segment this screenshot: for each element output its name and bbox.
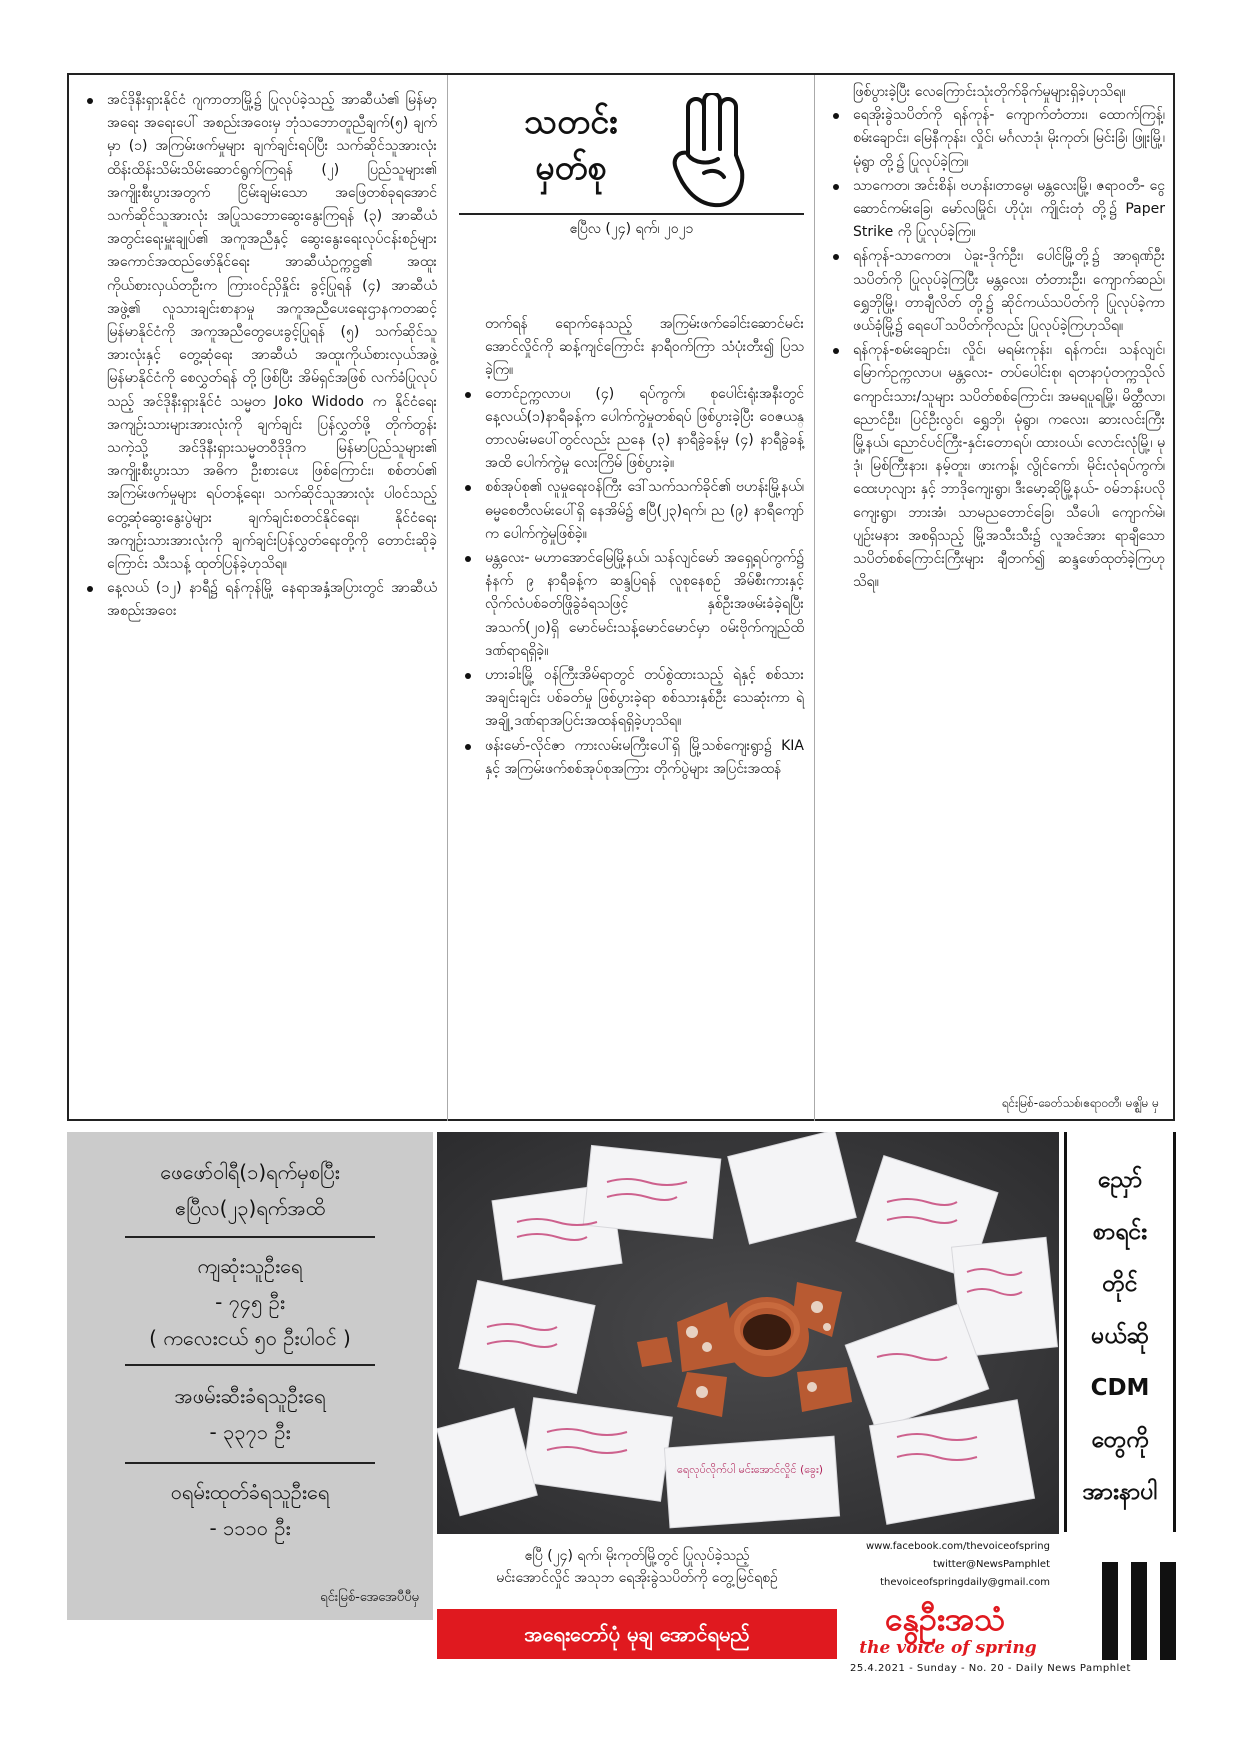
masthead-date: ဧပြီလ (၂၄) ရက်၊ ၂၀၂၁ <box>569 221 694 237</box>
stats-warrant <box>67 1474 433 1546</box>
stats-divider <box>125 1236 375 1238</box>
column-1 <box>81 89 437 625</box>
continued-text: ဖြစ်ပွားခဲ့ပြီး လေကြောင်းသုံးတိုက်ခိုက်မှုများရှိခဲ့ဟုသိရ။ <box>853 84 1126 100</box>
paper-sign-text: ရေလုပ်လိုက်ပါ မင်းအောင်လှိုင် (ခွေး) <box>677 1463 824 1476</box>
masthead <box>459 85 804 285</box>
news-frame <box>67 73 1175 1121</box>
continued-text: တက်ရန် ရောက်နေသည့် အကြမ်းဖက်ခေါင်းဆောင်မင်းအောင်လှိုင်ကို ဆန့်ကျင်ကြောင်း နာရီဝက်ကြာ သံပုံးတီး၍ ပြသခဲ့ကြ။ <box>485 316 804 379</box>
side-slogan-line: တွေကို <box>1091 1427 1149 1453</box>
photo-caption-line: ဧပြီ (၂၄) ရက်၊ မိုးကုတ်မြို့တွင် ပြုလုပ်ခဲ့သည့် <box>524 1548 750 1564</box>
publication-tagline: the voice of spring <box>859 1638 1037 1658</box>
masthead-rule <box>459 213 804 215</box>
stats-divider <box>125 1364 375 1366</box>
stats-period-line: ဖေဖော်ဝါရီ(၁)ရက်မှစပြီး <box>160 1160 340 1184</box>
three-finger-salute-icon <box>664 93 764 211</box>
news-item: စစ်အုပ်စု၏ လူမှုရေးဝန်ကြီး ဒေါ်သက်သက်ခိုင်၏ ဗဟန်းမြို့နယ်၊ ဓမ္မစေတီလမ်းပေါ်ရှိ နေအိမ်၌ ဧပြီ(၂၃)ရက်၊ ည (၉) နာရီကျော်က ပေါက်ကွဲမှုဖြစ်ခဲ့။ <box>459 476 804 546</box>
stats-period <box>67 1154 433 1226</box>
side-slogan-line: မယ်ဆို <box>1091 1323 1149 1349</box>
masthead-title-line: မှတ်စု <box>535 148 607 188</box>
bar-stripe <box>1102 1562 1118 1660</box>
stats-arrested-label: အဖမ်းဆီးခံရသူဦးရေ <box>174 1384 326 1408</box>
side-slogan-line: ညှော် <box>1097 1167 1143 1193</box>
photo-caption-line: မင်းအောင်လှိုင် အသုဘ ရေအိုးခွဲသပိတ်ကို တွေ့မြင်ရစဉ် <box>496 1570 778 1586</box>
protest-photo <box>437 1132 1059 1534</box>
stats-killed <box>67 1248 433 1356</box>
casualty-stats-panel <box>67 1132 433 1620</box>
slogan-banner: အရေးတော်ပုံ မုချ အောင်ရမည် <box>437 1609 837 1659</box>
column-divider <box>447 75 448 1121</box>
side-slogan-line: တိုင် <box>1102 1271 1138 1297</box>
stats-warrant-label: ဝရမ်းထုတ်ခံရသူဦးရေ <box>170 1480 330 1504</box>
email-link[interactable]: thevoiceofspringdaily@gmail.com <box>880 1577 1050 1588</box>
news-item: ဟားခါးမြို့ ဝန်ကြီးအိမ်ရာတွင် တပ်စွဲထားသည့် ရဲနှင့် စစ်သားအချင်းချင်း ပစ်ခတ်မှု ဖြစ်ပွားခဲ့ရာ စစ်သားနှစ်ဦး သေဆုံးကာ ရဲအချို့ ဒဏ်ရာအပြင်းအထန်ရရှိခဲ့ဟုသိရ။ <box>459 664 804 734</box>
news-item: ရန်ကုန်-စမ်းချောင်း၊ လှိုင်၊ မရမ်းကုန်း၊ ရန်ကင်း၊ သန်လျင်၊ မြောက်ဥက္ကလာပ၊ မန္တလေး- တပ်ပေါင်းစု၊ ရတနာပုံတက္ကသိုလ် ကျောင်းသား/သူများ သပိတ်စစ်ကြောင်း၊ အမရပူရမြို့၊ မိတ္ထီလာ၊ ညောင်ဦး၊ ပြင်ဦးလွင်၊ ရွှေဘို၊ မုံရွာ၊ ကလေး၊ ဆားလင်းကြီးမြို့နယ်၊ ညောင်ပင်ကြီး-နှင်းတောရပ်၊ ထားဝယ်၊ လောင်းလုံမြို့၊ မုဒုံ၊ မြစ်ကြီးနား၊ နမ့်တူး၊ ဖားကန့်၊ လွိုင်ကော်၊ မိုင်းလုံရပ်ကွက်၊ ထေးဟုလျား နှင့် ဘာဒိုကျေးရွာ၊ ဒီးမော့ဆိုမြို့နယ်- ဝမ်ဘန်းပလိုကျေးရွာ၊ ဘားအံ၊ သာမညတောင်ခြေ၊ သီပေါ၊ ကျောက်မဲ၊ ပျဉ်းမနား အစရှိသည့် မြို့အသီးသီး၌ လူအင်အား ရာချီသော သပိတ်စစ်ကြောင်းကြီးများ ချီတက်၍ ဆန္ဒဖော်ထုတ်ခဲ့ကြဟု သိရ။ <box>827 339 1165 594</box>
contact-links <box>850 1538 1050 1592</box>
stats-killed-note: ( ကလေးငယ် ၅၀ ဦးပါဝင် ) <box>149 1326 351 1350</box>
column-divider <box>814 75 815 1121</box>
news-item: ရေအိုးခွဲသပိတ်ကို ရန်ကုန်- ကျောက်တံတား၊ ထောက်ကြန့်၊ စမ်းချောင်း၊ မြေနီကုန်း၊ လှိုင်၊ မင်္ဂလာဒုံ၊ မိုးကုတ်၊ မြင်းခြံ၊ ဖြူးမြို့၊ မုံရွာ တို့၌ ပြုလုပ်ခဲ့ကြ။ <box>827 104 1165 174</box>
news-item: သာကေတ၊ အင်းစိန်၊ ဗဟန်း၊တာမွေ၊ မန္တလေးမြို့၊ ဇရာဝတီ- ငွေဆောင်ကမ်းခြေ၊ မော်လမြိုင်၊ ဟိုပုံး၊ ကျိုင်းတုံ တို့၌ Paper Strike ကို ပြုလုပ်ခဲ့ကြ။ <box>827 175 1165 245</box>
publication-logo: နွေဦးအသံ <box>884 1600 1006 1638</box>
stats-source: ရင်းမြစ်-အေအေပီပီမှ <box>320 1590 419 1605</box>
bar-stripe <box>1160 1562 1176 1660</box>
stats-killed-value: - ၇၄၅ ဦး <box>215 1290 285 1314</box>
stats-warrant-value: - ၁၁၁၀ ဦး <box>209 1516 291 1540</box>
news-item: တောင်ဥက္ကလာပ၊ (၄) ရပ်ကွက်၊ စုပေါင်းရုံးအနီးတွင် နေ့လယ်(၁)နာရီခန့်က ပေါက်ကွဲမှုတစ်ရပ် ဖြစ်ပွားခဲ့ပြီး ဝေဇယန္တာလမ်းမပေါ်တွင်လည်း ညနေ (၃) နာရီခွဲခန့်မှ (၄) နာရီခွဲခန့်အထိ ပေါက်ကွဲမှု လေးကြိမ် ဖြစ်ပွားခဲ့။ <box>459 383 804 476</box>
stats-period-line: ဧပြီလ(၂၃)ရက်အထိ <box>174 1196 326 1220</box>
stats-arrested <box>67 1378 433 1450</box>
column-2 <box>459 313 804 782</box>
facebook-link[interactable]: www.facebook.com/thevoiceofspring <box>865 1541 1050 1552</box>
stats-killed-label: ကျဆုံးသူဦးရေ <box>197 1254 303 1278</box>
stats-divider <box>125 1462 375 1464</box>
photo-caption <box>437 1545 837 1589</box>
twitter-link[interactable]: twitter@NewsPamphlet <box>933 1559 1050 1570</box>
news-item: ရန်ကုန်-သာကေတ၊ ပဲခူး-ဒိုက်ဦး၊ ပေါင်မြို့တို့၌ အာရုဏ်ဦးသပိတ်ကို ပြုလုပ်ခဲ့ကြပြီး မန္တလေး၊ တံတားဦး၊ ကျောက်ဆည်၊ ရွှေဘိုမြို့၊ တာချီလိတ် တို့၌ ဆိုင်ကယ်သပိတ်ကို ပြုလုပ်ခဲ့ကာ ဖယ်ခုံမြို့၌ ရေပေါ်သပိတ်ကိုလည်း ပြုလုပ်ခဲ့ကြဟုသိရ။ <box>827 245 1165 338</box>
side-slogan-line: CDM <box>1090 1375 1150 1401</box>
side-slogan <box>1064 1132 1176 1532</box>
column-3 <box>827 81 1165 595</box>
news-item: အင်ဒိုနီးရှားနိုင်ငံ ဂျကာတာမြို့၌ ပြုလုပ်ခဲ့သည့် အာဆီယံ၏ မြန်မာ့အရေး အရေးပေါ် အစည်းအဝေးမှ ဘုံသဘောတူညီချက်(၅) ချက်မှာ (၁) အကြမ်းဖက်မှုများ ချက်ချင်းရပ်ပြီး သက်ဆိုင်သူအားလုံး ထိန်းထိန်းသိမ်းသိမ်းဆောင်ရွက်ကြရန် (၂) ပြည်သူများ၏ အကျိုးစီးပွားအတွက် ငြိမ်းချမ်းသော အဖြေတစ်ခုရအောင် သက်ဆိုင်သူအားလုံး အပြုသဘောဆွေးနွေးကြရန် (၃) အာဆီယံအတွင်းရေးမှူးချုပ်၏ အကူအညီနှင့် ဆွေးနွေးရေးလုပ်ငန်းစဉ်များ အကောင်အထည်ဖော်နိုင်ရေး အာဆီယံဥက္ကဋ္ဌ၏ အထူး ကိုယ်စားလှယ်တဦးက ကြားဝင်ညှိနှိုင်း ခွင့်ပြုရန် (၄) အာဆီယံအဖွဲ့၏ လူသားချင်းစာနာမှု အကူအညီပေးရေးဌာနကတဆင့် မြန်မာနိုင်ငံကို အကူအညီတွေပေးခွင့်ပြုရန် (၅) သက်ဆိုင်သူအားလုံးနှင့် တွေ့ဆုံရေး အာဆီယံ အထူးကိုယ်စားလှယ်အဖွဲ့ မြန်မာနိုင်ငံကို စေလွှတ်ရန် တို့ ဖြစ်ပြီး အိမ်ရှင်အဖြစ် လက်ခံပြုလုပ်သည့် အင်ဒိုနီးရှားနိုင်ငံ သမ္မတ Joko Widodo က နိုင်ငံရေး အကျဉ်းသားများအားလုံးကို ချက်ချင်း ပြန်လွှတ်ဖို့ တိုက်တွန်းသကဲ့သို့ အင်ဒိုနီးရှားသမ္မတဝီဒိုဒိုက မြန်မာပြည်သူများ၏ အကျိုးစီးပွားသာ အဓိက ဦးစားပေး ဖြစ်ကြောင်း၊ စစ်တပ်၏ အကြမ်းဖက်မှုများ ရပ်တန့်ရေး၊ သက်ဆိုင်သူအားလုံး ပါဝင်သည့် တွေ့ဆုံဆွေးနွေးပွဲများ ချက်ချင်းစတင်နိုင်ရေး၊ နိုင်ငံရေး အကျဉ်းသားအားလုံးကို ချက်ချင်းပြန်လွှတ်ရေးတို့ကို တောင်းဆိုခဲ့ကြောင်း သီးသန့် ထုတ်ပြန်ခဲ့ဟုသိရ။ <box>81 89 437 576</box>
side-slogan-line: စာရင်း <box>1092 1219 1148 1245</box>
news-item: ဖန်းမော်-လိုင်ဇာ ကားလမ်းမကြီးပေါ်ရှိ မြို့သစ်ကျေးရွာ၌ KIA နှင့် အကြမ်းဖက်စစ်အုပ်စုအကြား တိုက်ပွဲများ အပြင်းအထန် <box>459 735 804 781</box>
news-item: မန္တလေး- မဟာအောင်မြေမြို့နယ်၊ သန်လျင်မော် အရှေ့ရပ်ကွက်၌ နံနက် ၉ နာရီခန့်က ဆန္ဒပြရန် လူစုနေစဉ် အိမ်စီးကားနှင့် လိုက်လံပစ်ခတ်ဖြိုခွဲခံရသဖြင့် နှစ်ဦးအဖမ်းခံခဲ့ရပြီး အသက်(၂၀)ရှိ မောင်မင်းသန့်မောင်မောင်မှာ ဝမ်းဗိုက်ကျည်ထိ ဒဏ်ရာရရှိခဲ့။ <box>459 547 804 663</box>
masthead-title <box>501 99 641 191</box>
source-credit: ရင်းမြစ်-ခေတ်သစ်၊ဧရာဝတီ၊ မဇ္ဈိမ မှ <box>1001 1096 1159 1110</box>
issue-line: 25.4.2021 - Sunday - No. 20 - Daily News Pamphlet <box>850 1663 1131 1674</box>
three-bars-icon <box>1098 1562 1180 1660</box>
masthead-title-line: သတင်း <box>524 102 618 142</box>
side-slogan-line: အားနာပါ <box>1082 1479 1158 1505</box>
news-item: နေ့လယ် (၁၂) နာရီ၌ ရန်ကုန်မြို့ နေရာအနှံ့အပြားတွင် အာဆီယံ အစည်းအဝေး <box>81 577 437 623</box>
stats-arrested-value: - ၃၃၇၁ ဦး <box>209 1420 291 1444</box>
bar-stripe <box>1131 1562 1147 1660</box>
